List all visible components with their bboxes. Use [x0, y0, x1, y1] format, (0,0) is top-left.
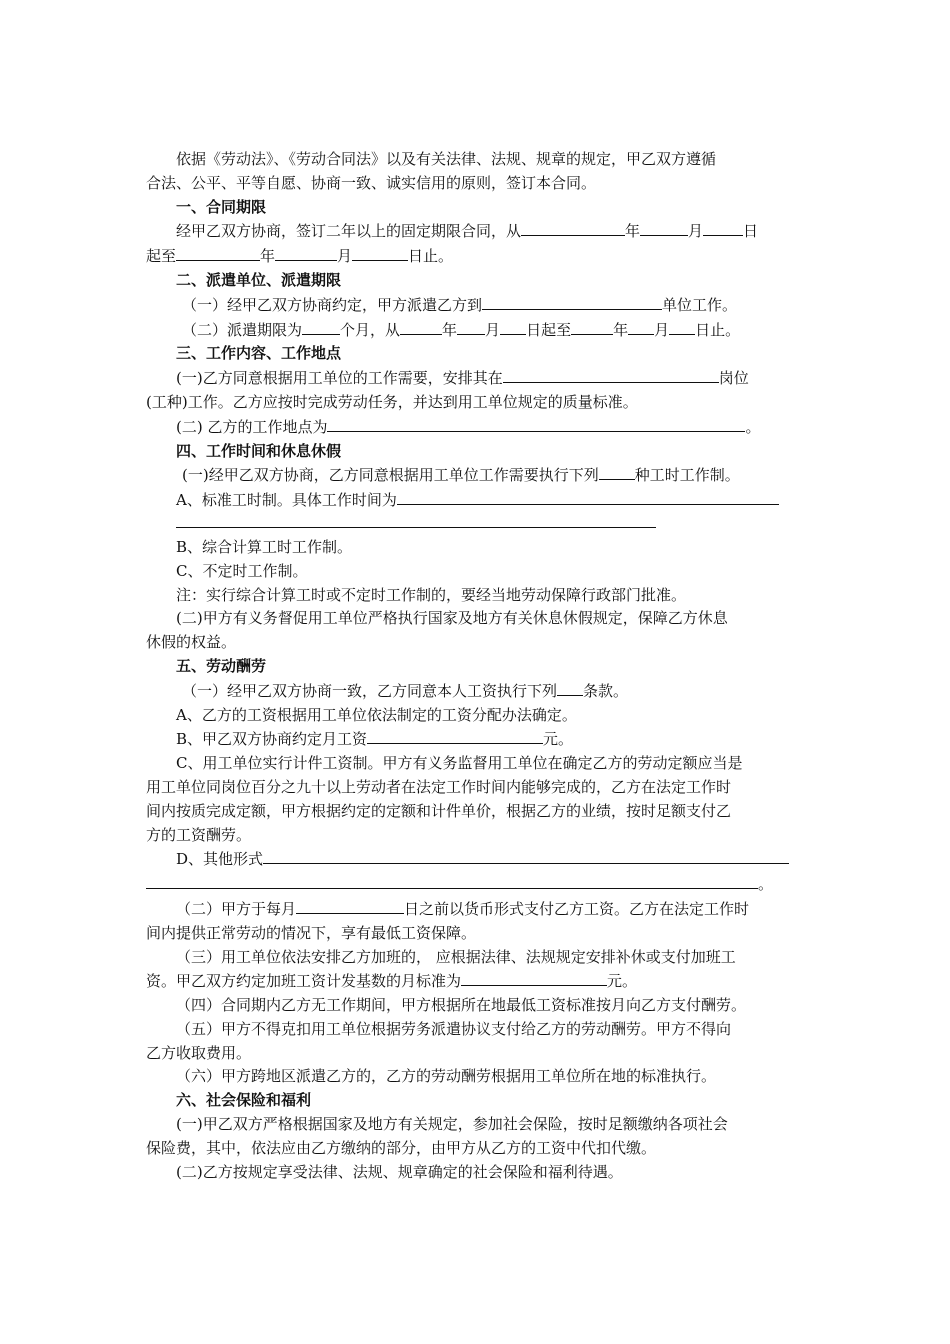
paragraph: (二)甲方有义务督促用工单位严格执行国家及地方有关休息休假规定，保障乙方休息	[176, 609, 728, 628]
blank[interactable]	[146, 872, 758, 889]
paragraph: B、甲乙双方协商约定月工资 元。	[146, 727, 810, 752]
paragraph: （一）经甲乙双方协商一致，乙方同意本人工资执行下列 条款。	[146, 679, 810, 704]
blank[interactable]	[571, 318, 613, 335]
blank[interactable]	[503, 366, 719, 383]
blank[interactable]	[461, 969, 607, 986]
blank[interactable]	[302, 318, 340, 335]
paragraph: A、标准工时制。具体工作时间为	[146, 488, 810, 513]
paragraph: （三）用工单位依法安排乙方加班的， 应根据法律、法规规定安排补休或支付加班工	[176, 947, 736, 966]
blank[interactable]	[482, 293, 662, 310]
blank[interactable]	[500, 318, 526, 335]
blank[interactable]	[367, 727, 543, 744]
blank-line[interactable]	[176, 513, 656, 528]
blank[interactable]	[669, 318, 695, 335]
paragraph: （五）甲方不得克扣用工单位根据劳务派遣协议支付给乙方的劳动酬劳。甲方不得向	[176, 1019, 732, 1038]
section-heading: 六、社会保险和福利	[176, 1091, 312, 1110]
paragraph: 保险费，其中，依法应由乙方缴纳的部分，由甲方从乙方的工资中代扣代缴。	[146, 1138, 657, 1157]
blank[interactable]	[628, 318, 654, 335]
note: 注：实行综合计算工时或不定时工作制的，要经当地劳动保障行政部门批准。	[176, 585, 687, 604]
paragraph: (一)甲乙双方严格根据国家及地方有关规定，参加社会保险，按时足额缴纳各项社会	[176, 1115, 728, 1134]
paragraph: 资。甲乙双方约定加班工资计发基数的月标准为 元。	[146, 969, 810, 994]
paragraph: 间内提供正常劳动的情况下，享有最低工资保障。	[146, 923, 477, 942]
paragraph: 方的工资酬劳。	[146, 825, 252, 844]
paragraph: (一)乙方同意根据用工单位的工作需要，安排其在 岗位	[146, 366, 810, 391]
section-heading: 五、劳动酬劳	[176, 656, 267, 675]
paragraph: (工种)工作。乙方应按时完成劳动任务，并达到用工单位规定的质量标准。	[146, 392, 638, 411]
paragraph: (二) 乙方的工作地点为 。	[146, 415, 810, 440]
paragraph: 乙方收取费用。	[146, 1043, 252, 1062]
paragraph: （二）派遣期限为 个月，从 年 月 日起至 年 月 日止。	[146, 318, 810, 343]
paragraph: （六）甲方跨地区派遣乙方的，乙方的劳动酬劳根据用工单位所在地的标准执行。	[176, 1067, 717, 1086]
section-heading: 三、工作内容、工作地点	[176, 344, 342, 363]
blank[interactable]	[557, 679, 583, 696]
paragraph: 间内按质完成定额，甲方根据约定的定额和计件单价，根据乙方的业绩，按时足额支付乙	[146, 801, 732, 820]
paragraph: C、用工单位实行计件工资制。甲方有义务监督用工单位在确定乙方的劳动定额应当是	[176, 754, 743, 773]
paragraph: C、不定时工作制。	[176, 561, 308, 580]
paragraph: （四）合同期内乙方无工作期间，甲方根据所在地最低工资标准按月向乙方支付酬劳。	[176, 996, 747, 1015]
paragraph: 。	[146, 872, 810, 897]
intro-line: 依据《劳动法》、《劳动合同法》以及有关法律、法规、规章的规定，甲乙双方遵循	[176, 150, 717, 168]
term-line: 经甲乙双方协商，签订二年以上的固定期限合同，从 年 月 日	[146, 219, 810, 244]
blank[interactable]	[599, 463, 635, 480]
blank[interactable]	[640, 219, 688, 236]
paragraph: （二）甲方于每月 日之前以货币形式支付乙方工资。乙方在法定工作时	[146, 897, 810, 922]
blank[interactable]	[397, 488, 779, 505]
blank[interactable]	[176, 244, 260, 261]
blank[interactable]	[263, 847, 789, 864]
paragraph: B、综合计算工时工作制。	[176, 537, 353, 556]
section-heading: 一、合同期限	[176, 197, 267, 216]
paragraph: （一）经甲乙双方协商约定，甲方派遣乙方到 单位工作。	[146, 293, 810, 318]
blank[interactable]	[352, 244, 408, 261]
paragraph: (二)乙方按规定享受法律、法规、规章确定的社会保险和福利待遇。	[176, 1162, 623, 1181]
intro-line: 合法、公平、平等自愿、协商一致、诚实信用的原则，签订本合同。	[146, 173, 597, 192]
blank[interactable]	[296, 897, 404, 914]
paragraph: 用工单位同岗位百分之九十以上劳动者在法定工作时间内能够完成的，乙方在法定工作时	[146, 777, 732, 796]
blank[interactable]	[703, 219, 743, 236]
paragraph: D、其他形式	[146, 847, 810, 872]
section-heading: 二、派遣单位、派遣期限	[176, 270, 342, 289]
blank[interactable]	[275, 244, 337, 261]
contract-page	[146, 148, 810, 1184]
blank[interactable]	[400, 318, 442, 335]
paragraph: A、乙方的工资根据用工单位依法制定的工资分配办法确定。	[176, 705, 577, 724]
section-heading: 四、工作时间和休息休假	[176, 441, 342, 460]
paragraph: 休假的权益。	[146, 633, 237, 652]
blank[interactable]	[327, 415, 745, 432]
blank[interactable]	[457, 318, 485, 335]
blank[interactable]	[521, 219, 625, 236]
paragraph: (一)经甲乙双方协商，乙方同意根据用工单位工作需要执行下列 种工时工作制。	[146, 463, 810, 488]
term-line: 起至 年 月 日止。	[146, 244, 810, 269]
